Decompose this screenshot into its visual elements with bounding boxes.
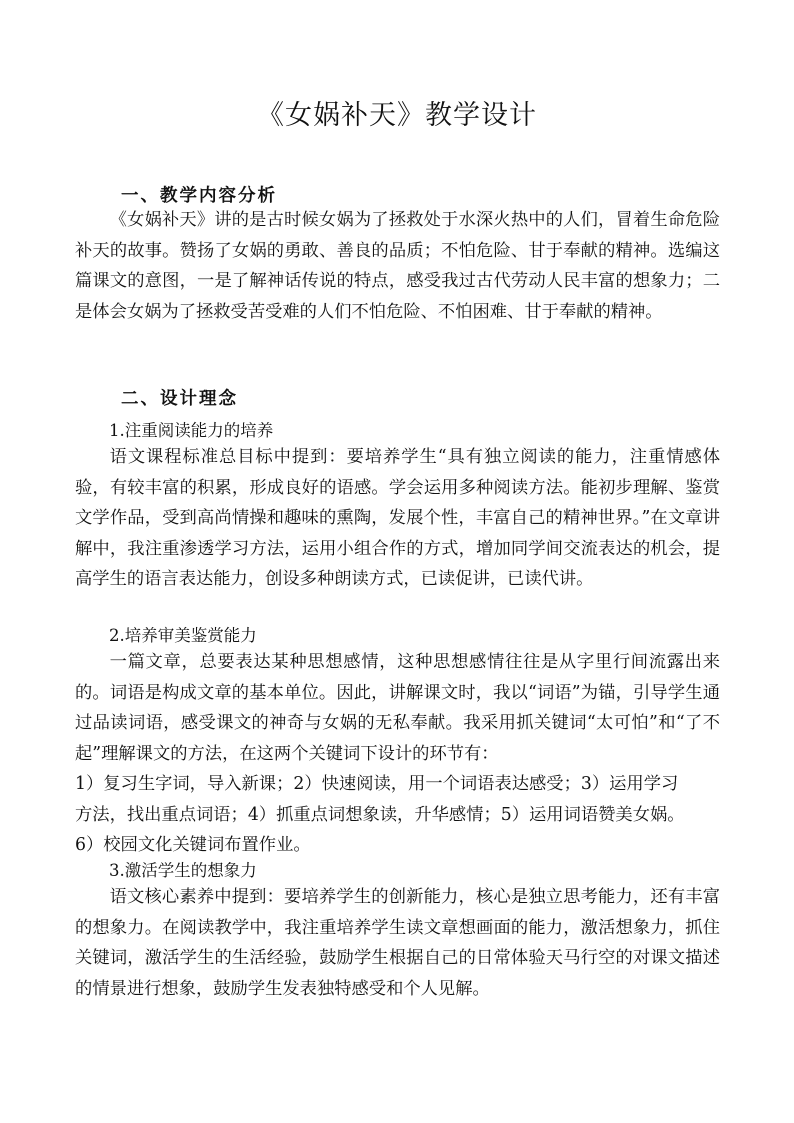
section-heading-design-concept: 二、设计理念	[121, 389, 238, 409]
subsection-title-reading-ability: 1.注重阅读能力的培养	[109, 421, 274, 440]
aesthetic-ability-paragraph: 一篇文章，总要表达某种思想感情，这种思想感情往往是从字里行间流露出来的。词语是构成文章的基本单位。因此，讲解课文时，我以“词语”为锚，引导学生通过品读词语，感受课文的神奇与女娲的无私奉献。我采用抓关键词“太可怕”和“了不起”理解课文的方法，在这两个关键词下设计的环节有：	[75, 652, 720, 764]
document-title: 《女娲补天》教学设计	[257, 100, 537, 131]
content-analysis-paragraph: 《女娲补天》讲的是古时候女娲为了拯救处于水深火热中的人们，冒着生命危险补天的故事。赞扬了女娲的勇敢、善良的品质；不怕危险、甘于奉献的精神。选编这篇课文的意图，一是了解神话传说的特点，感受我过古代劳动人民丰富的想象力；二是体会女娲为了拯救受苦受难的人们不怕危险、不怕困难、甘于奉献的精神。	[75, 210, 720, 322]
subsection-title-aesthetic-ability: 2.培养审美鉴赏能力	[109, 626, 257, 645]
section-heading-content-analysis: 一、教学内容分析	[121, 186, 277, 206]
teaching-steps-line: 6）校园文化关键词布置作业。	[75, 835, 311, 855]
teaching-steps-line: 1）复习生字词，导入新课；2）快速阅读，用一个词语表达感受；3）运用学习	[75, 774, 679, 794]
subsection-title-imagination: 3.激活学生的想象力	[109, 861, 257, 880]
teaching-steps-line: 方法，找出重点词语；4）抓重点词想象读，升华感情；5）运用词语赞美女娲。	[75, 804, 685, 825]
imagination-paragraph: 语文核心素养中提到：要培养学生的创新能力，核心是独立思考能力，还有丰富的想象力。在阅读教学中，我注重培养学生读文章想画面的能力，激活想象力，抓住关键词，激活学生的生活经验，鼓励学生根据自己的日常体验天马行空的对课文描述的情景进行想象，鼓励学生发表独特感受和个人见解。	[75, 887, 720, 999]
reading-ability-paragraph: 语文课程标准总目标中提到：要培养学生“具有独立阅读的能力，注重情感体验，有较丰富的积累，形成良好的语感。学会运用多种阅读方法。能初步理解、鉴赏文学作品，受到高尚情操和趣味的熏陶，发展个性，丰富自己的精神世界。”在文章讲解中，我注重渗透学习方法，运用小组合作的方式，增加同学间交流表达的机会，提高学生的语言表达能力，创设多种朗读方式，已读促讲，已读代讲。	[75, 447, 720, 589]
